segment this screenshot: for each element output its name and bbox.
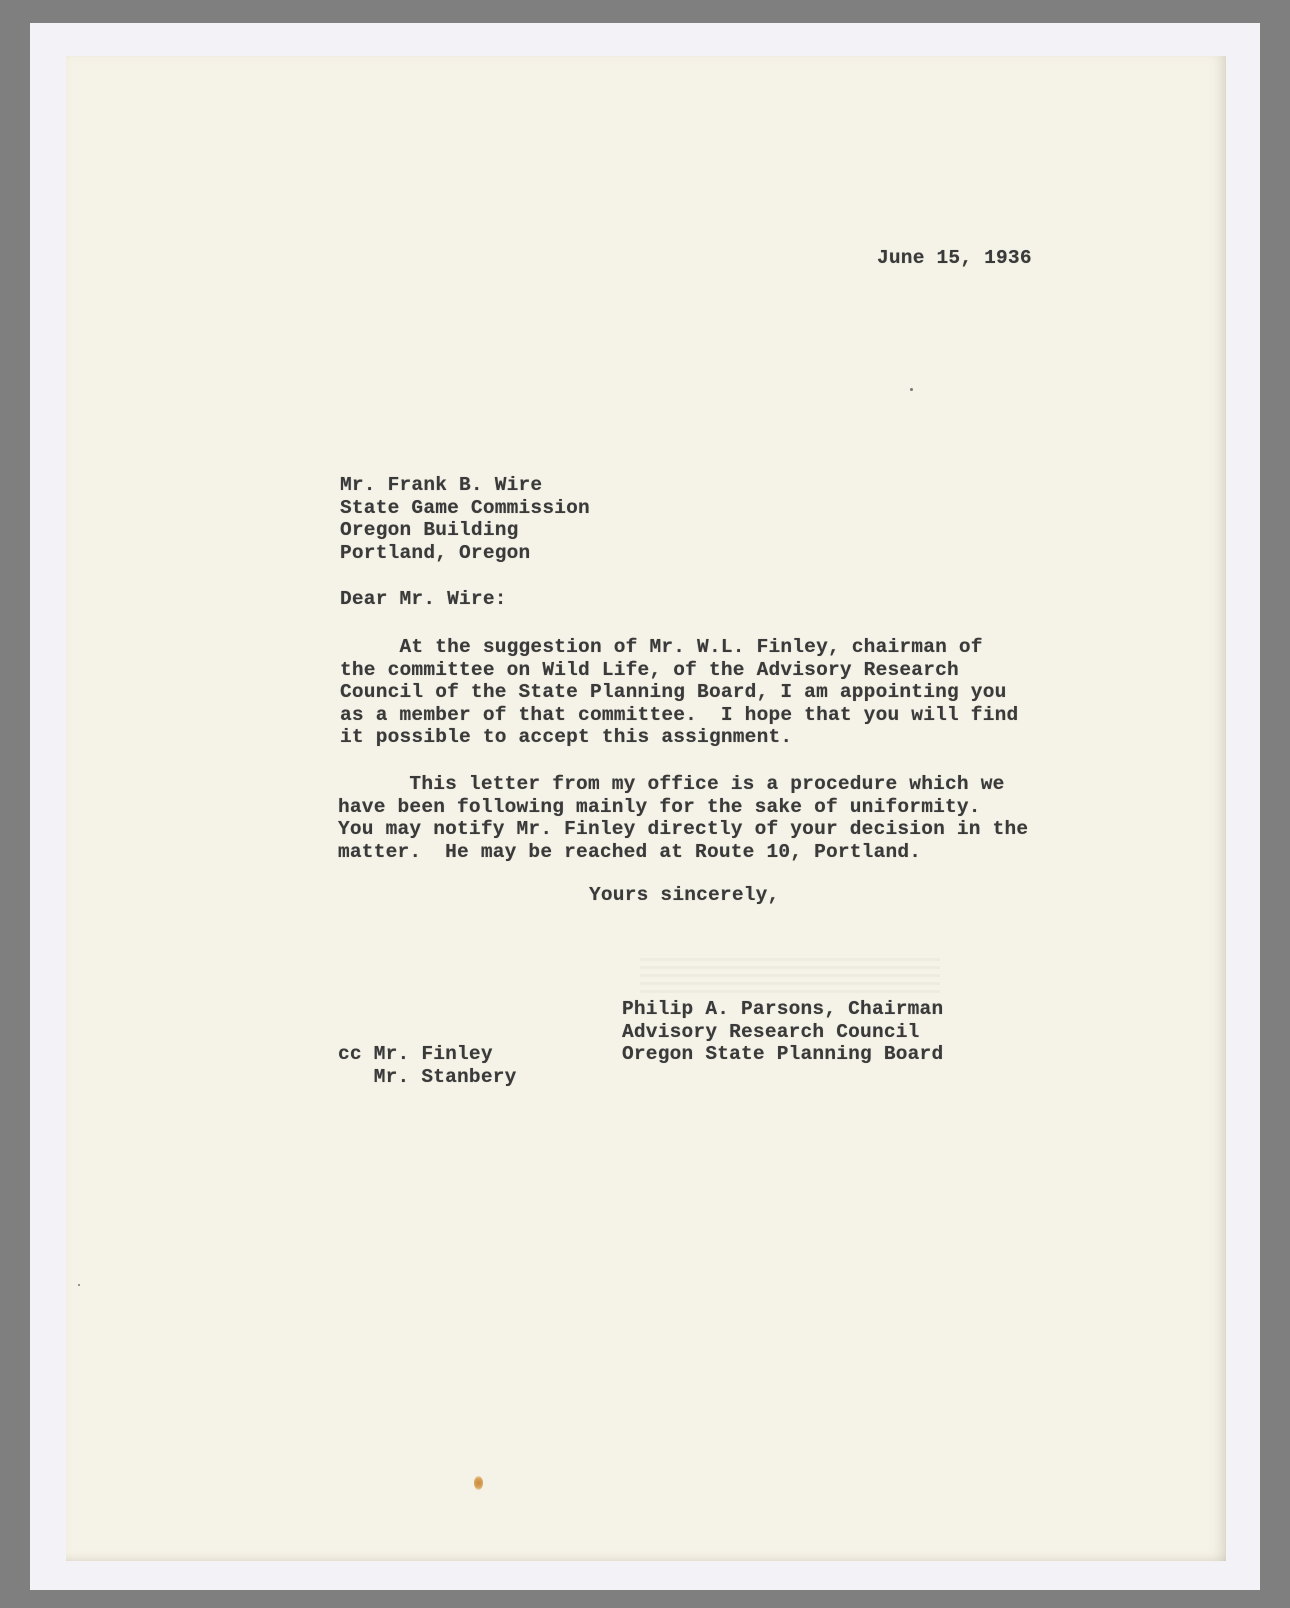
paragraph-line: as a member of that committee. I hope that you will find: [340, 703, 1019, 726]
paper-speck: [78, 1284, 80, 1286]
paragraph-line: This letter from my office is a procedure which we: [338, 773, 1005, 795]
signature-line: Philip A. Parsons, Chairman: [622, 998, 944, 1020]
signature-line: Oregon State Planning Board: [622, 1043, 944, 1065]
cc-line: cc Mr. Finley: [338, 1043, 493, 1065]
paper-stain: [474, 1476, 483, 1490]
body-paragraph-2: [338, 773, 1028, 863]
paper-speck: [910, 388, 913, 391]
recipient-line: Oregon Building: [340, 519, 519, 541]
recipient-line: Mr. Frank B. Wire: [340, 474, 543, 496]
paragraph-line: Council of the State Planning Board, I am appointing you: [340, 681, 1007, 703]
paragraph-line: the committee on Wild Life, of the Advisory Research: [340, 658, 959, 681]
salutation: Dear Mr. Wire:: [340, 588, 507, 610]
cc-list: [338, 1043, 517, 1088]
recipient-address: [340, 474, 590, 564]
signature-block: [622, 998, 943, 1066]
signature-line: Advisory Research Council: [622, 1020, 920, 1043]
complimentary-close: Yours sincerely,: [589, 884, 780, 906]
cc-line: Mr. Stanbery: [338, 1065, 517, 1088]
bleed-through-mark: [640, 958, 940, 998]
paragraph-line: matter. He may be reached at Route 10, Portland.: [338, 840, 922, 863]
recipient-line: Portland, Oregon: [340, 541, 531, 564]
paragraph-line: have been following mainly for the sake of uniformity.: [338, 795, 981, 818]
recipient-line: State Game Commission: [340, 496, 590, 519]
paragraph-line: At the suggestion of Mr. W.L. Finley, chairman of: [340, 636, 983, 658]
letter-date: June 15, 1936: [877, 247, 1032, 269]
body-paragraph-1: [340, 636, 1018, 749]
paragraph-line: You may notify Mr. Finley directly of your decision in the: [338, 818, 1029, 840]
paragraph-line: it possible to accept this assignment.: [340, 726, 793, 748]
